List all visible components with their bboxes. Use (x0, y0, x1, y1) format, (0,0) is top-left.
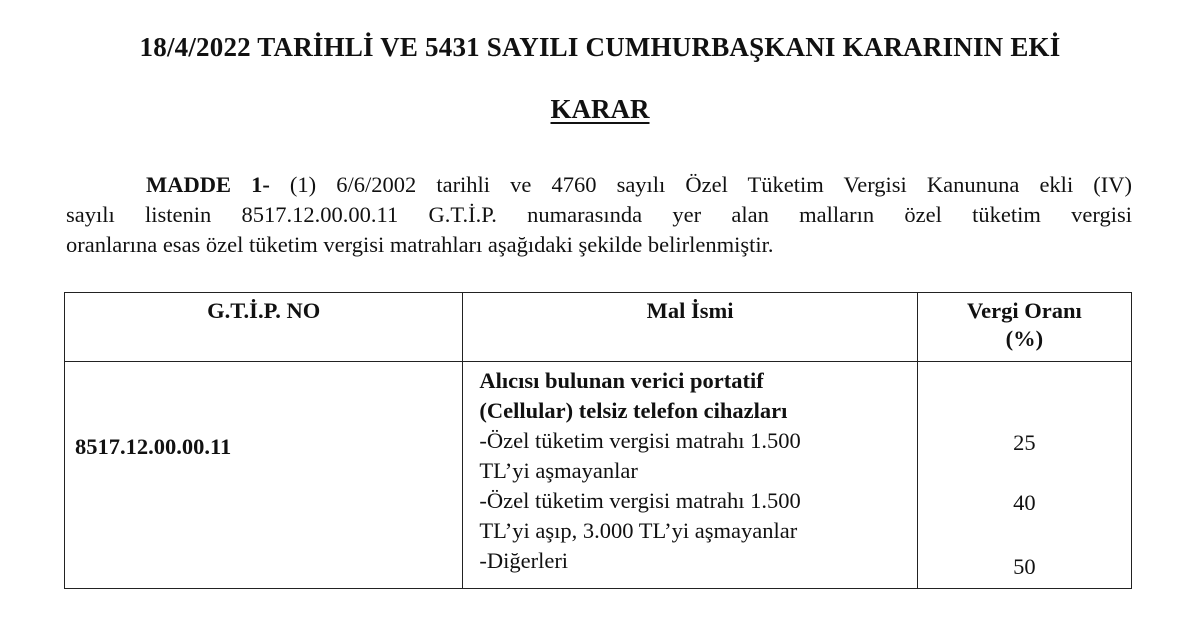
product-title-line1: Alıcısı bulunan verici portatif (479, 368, 764, 393)
document-title: 18/4/2022 TARİHLİ VE 5431 SAYILI CUMHURBAŞKANI KARARININ EKİ (139, 32, 1061, 62)
tariff-table (64, 292, 1132, 589)
code-cell (65, 362, 463, 589)
article-paragraph (66, 170, 1132, 260)
item-2-line2: TL’yi aşıp, 3.000 TL’yi aşmayanlar (479, 518, 798, 543)
rate-value-1: 25 (1013, 430, 1036, 455)
item-1-line2: TL’yi aşmayanlar (479, 458, 638, 483)
item-1-line1: -Özel tüketim vergisi matrahı 1.500 (479, 428, 801, 453)
decision-heading (0, 94, 1200, 125)
header-code: G.T.İ.P. NO (65, 293, 463, 362)
decision-heading-text: KARAR (550, 94, 650, 124)
article-line-1 (66, 170, 1132, 200)
table-row (65, 362, 1132, 589)
header-rate (917, 293, 1131, 362)
article-line-1-text: (1) 6/6/2002 tarihli ve 4760 sayılı Özel Tüketim Vergisi Kanununa ekli (IV) (269, 172, 1133, 197)
gtip-code: 8517.12.00.00.11 (75, 434, 232, 459)
rate-cell (917, 362, 1131, 589)
name-cell (463, 362, 917, 589)
header-name: Mal İsmi (463, 293, 917, 362)
header-rate-line2: (%) (1005, 326, 1044, 351)
table-header-row (65, 293, 1132, 362)
item-3-line1: -Diğerleri (479, 548, 569, 573)
article-label: MADDE 1- (146, 172, 270, 197)
item-2-line1: -Özel tüketim vergisi matrahı 1.500 (479, 488, 801, 513)
article-line-3: oranlarına esas özel tüketim vergisi matrahları aşağıdaki şekilde belirlenmiştir. (66, 232, 774, 257)
rate-value-2: 40 (1013, 490, 1036, 515)
product-title-line2: (Cellular) telsiz telefon cihazları (479, 398, 788, 423)
header-rate-line1: Vergi Oranı (966, 298, 1082, 323)
rate-value-3: 50 (1013, 554, 1036, 579)
article-line-2: sayılı listenin 8517.12.00.00.11 G.T.İ.P. numarasında yer alan malların özel tüketim vergisi (66, 202, 1132, 227)
